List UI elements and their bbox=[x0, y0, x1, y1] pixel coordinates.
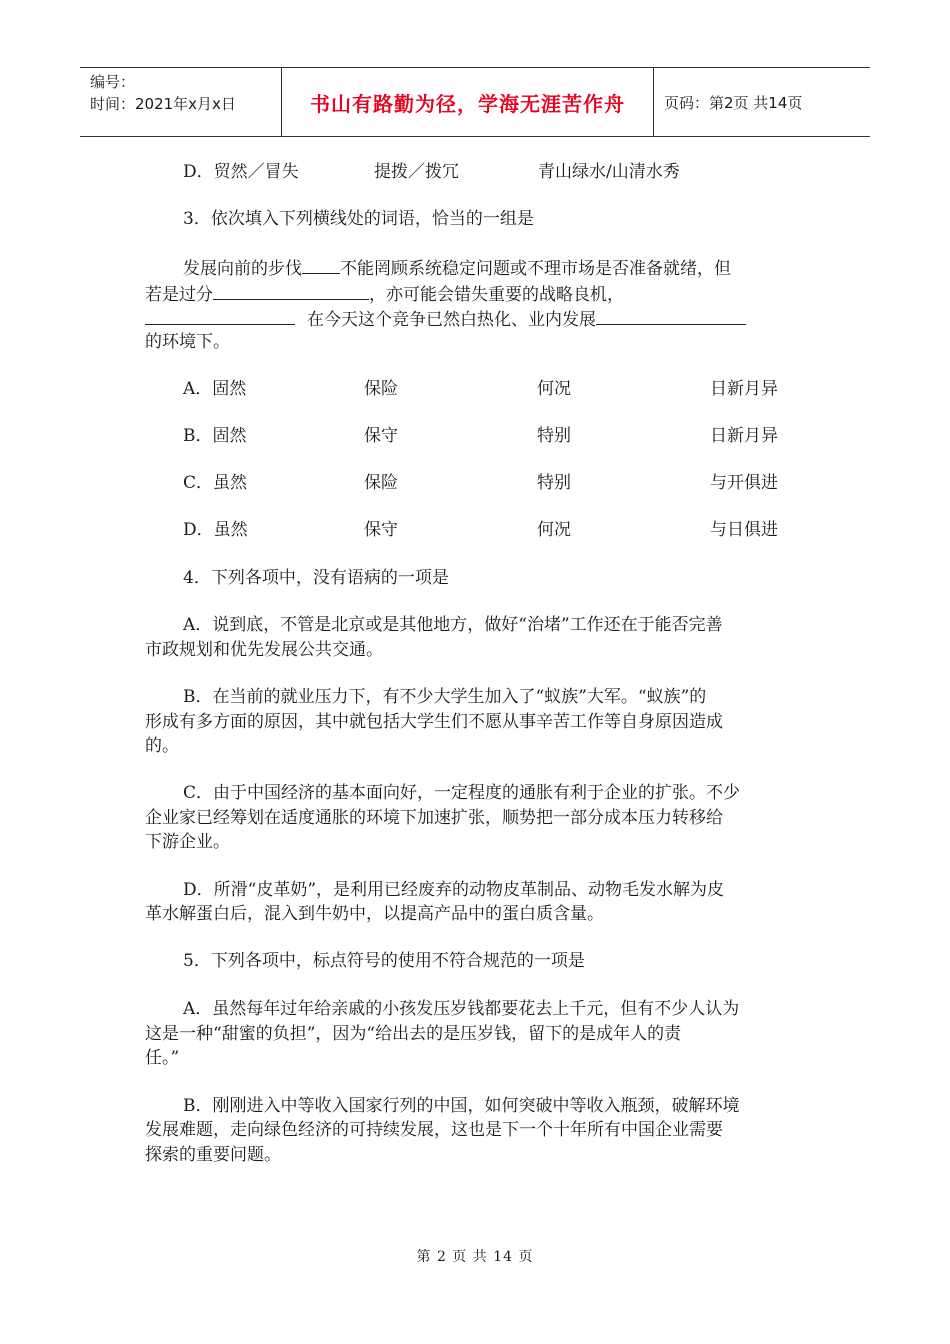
header-motto-cell bbox=[282, 68, 654, 136]
q2-option-d-a: D．贸然／冒失 bbox=[183, 162, 299, 182]
number-label: 编号： bbox=[90, 73, 136, 91]
q3-passage-line-4: 的环境下。 bbox=[145, 332, 230, 352]
q2-option-d-b: 提拨／拨冗 bbox=[374, 162, 459, 182]
q5-option-a-line-2: 这是一种“甜蜜的负担”，因为“给出去的是压岁钱，留下的是成年人的责 bbox=[145, 1024, 682, 1044]
q5-option-a-line-1: A．虽然每年过年给亲戚的小孩发压岁钱都要花去上千元，但有不少人认为 bbox=[183, 999, 740, 1019]
q3-option-c-4: 与开俱进 bbox=[710, 473, 778, 493]
fill-blank bbox=[302, 255, 340, 274]
header-page-label: 页码：第2页 共14页 bbox=[664, 93, 803, 112]
fill-blank bbox=[596, 306, 746, 325]
header-page-cell bbox=[654, 68, 870, 136]
q5-option-a-line-3: 任。” bbox=[145, 1048, 180, 1068]
q3-option-d-2: 保守 bbox=[364, 520, 398, 540]
q3-option-c-2: 保险 bbox=[364, 473, 398, 493]
page-footer: 第 2 页 共 14 页 bbox=[416, 1249, 534, 1265]
q3-option-b-1: B．固然 bbox=[183, 426, 247, 446]
header-meta bbox=[80, 68, 282, 136]
q3-text: 发展向前的步伐 bbox=[183, 259, 302, 279]
q3-option-c-1: C．虽然 bbox=[183, 473, 248, 493]
q3-option-a-4: 日新月异 bbox=[710, 379, 778, 399]
q4-option-d-line-2: 革水解蛋白后，混入到牛奶中，以提高产品中的蛋白质含量。 bbox=[145, 904, 604, 924]
q4-option-a-line-1: A．说到底，不管是北京或是其他地方，做好“治堵”工作还在于能否完善 bbox=[183, 615, 723, 635]
page-header bbox=[80, 67, 870, 137]
q5-option-b-line-2: 发展难题，走向绿色经济的可持续发展，这也是下一个十年所有中国企业需要 bbox=[145, 1120, 723, 1140]
fill-blank bbox=[213, 281, 369, 300]
q3-option-c-3: 特别 bbox=[537, 473, 571, 493]
q3-option-d-3: 何况 bbox=[537, 520, 571, 540]
q3-passage-line-3 bbox=[145, 306, 815, 332]
q3-option-a-1: A．固然 bbox=[183, 379, 247, 399]
q3-option-a-3: 何况 bbox=[537, 379, 571, 399]
q3-text: 不能罔顾系统稳定问题或不理市场是否准备就绪，但 bbox=[340, 259, 731, 279]
q4-stem: 4．下列各项中，没有语病的一项是 bbox=[183, 568, 449, 588]
q5-stem: 5．下列各项中，标点符号的使用不符合规范的一项是 bbox=[183, 951, 585, 971]
q3-text: ，亦可能会错失重要的战略良机， bbox=[369, 285, 624, 305]
q5-option-b-line-1: B．刚刚进入中等收入国家行列的中国，如何突破中等收入瓶颈，破解环境 bbox=[183, 1096, 740, 1116]
q4-option-b-line-2: 形成有多方面的原因，其中就包括大学生们不愿从事辛苦工作等自身原因造成 bbox=[145, 712, 723, 732]
q4-option-d-line-1: D．所滑“皮革奶”，是利用已经废弃的动物皮革制品、动物毛发水解为皮 bbox=[183, 880, 725, 900]
q3-option-d-4: 与日俱进 bbox=[710, 520, 778, 540]
q3-option-b-4: 日新月异 bbox=[710, 426, 778, 446]
q4-option-c-line-2: 企业家已经筹划在适度通胀的环境下加速扩张，顺势把一部分成本压力转移给 bbox=[145, 808, 723, 828]
q4-option-c-line-3: 下游企业。 bbox=[145, 832, 230, 852]
q4-option-a-line-2: 市政规划和优先发展公共交通。 bbox=[145, 640, 383, 660]
q4-option-b-line-1: B．在当前的就业压力下，有不少大学生加入了“蚁族”大军。“蚁族”的 bbox=[183, 687, 707, 707]
q3-option-a-2: 保险 bbox=[364, 379, 398, 399]
q3-passage-line-2 bbox=[145, 281, 815, 307]
q4-option-b-line-3: 的。 bbox=[145, 736, 179, 756]
q3-option-d-1: D．虽然 bbox=[183, 520, 248, 540]
q3-option-b-2: 保守 bbox=[364, 426, 398, 446]
fill-blank bbox=[145, 306, 295, 325]
q4-option-c-line-1: C．由于中国经济的基本面向好，一定程度的通胀有利于企业的扩张。不少 bbox=[183, 783, 741, 803]
q3-option-b-3: 特别 bbox=[537, 426, 571, 446]
q3-passage-line-1 bbox=[183, 255, 853, 281]
header-motto: 书山有路勤为径，学海无涯苦作舟 bbox=[310, 91, 625, 116]
q5-option-b-line-3: 探索的重要问题。 bbox=[145, 1145, 281, 1165]
time-label: 时间：2021年x月x日 bbox=[90, 95, 236, 113]
q2-option-d-c: 青山绿水/山清水秀 bbox=[538, 162, 680, 182]
q3-text: 若是过分 bbox=[145, 285, 213, 305]
q3-text: 在今天这个竞争已然白热化、业内发展 bbox=[307, 310, 596, 330]
q3-stem: 3．依次填入下列横线处的词语，恰当的一组是 bbox=[183, 209, 534, 229]
